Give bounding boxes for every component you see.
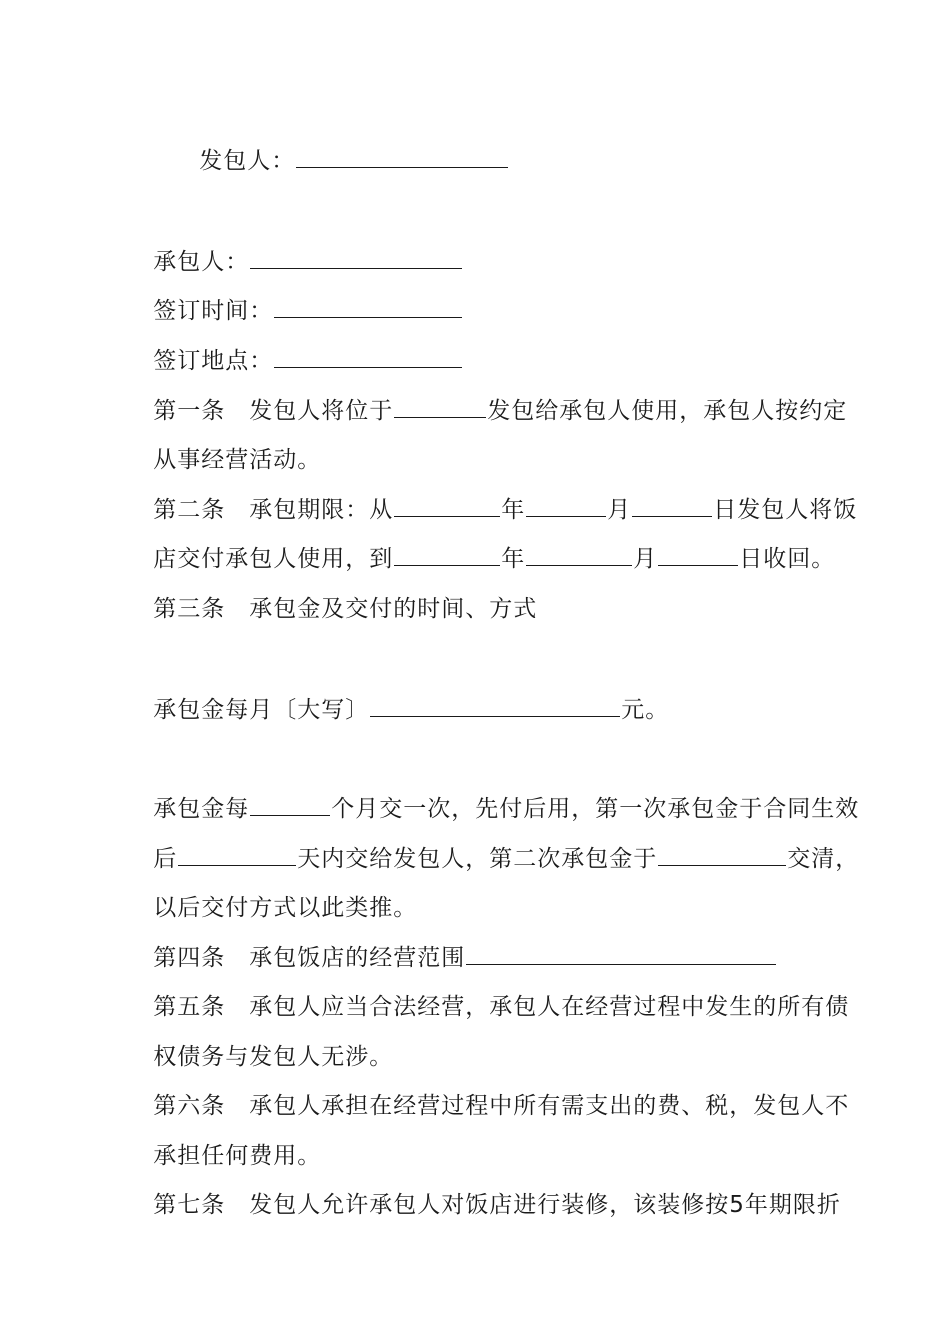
article-2-year-1: 年: [501, 497, 526, 523]
article-1-line-1: [120, 360, 848, 424]
article-7-line-1: [120, 1154, 841, 1218]
article-4-line: [120, 907, 777, 971]
party-a-label: 发包人：: [199, 148, 296, 174]
article-2-text-f: 日收回。: [739, 546, 836, 572]
article-5-text-a: 第五条 承包人应当合法经营，承包人在经营过程中发生的所有债: [153, 994, 850, 1020]
article-2-line-2: [120, 508, 836, 572]
article-4-text: 第四条 承包饭店的经营范围: [153, 945, 466, 971]
party-a-line: [166, 110, 509, 174]
article-2-text-e: 店交付承包人使用，到: [153, 546, 394, 572]
payment-text-f: 以后交付方式以此类推。: [153, 895, 418, 921]
article-2-end-month-blank: [526, 543, 632, 566]
article-5-line-2: [120, 1006, 394, 1070]
article-6-line-2: [120, 1105, 322, 1169]
article-1-text-c: 从事经营活动。: [153, 447, 322, 473]
party-b-label: 承包人：: [153, 249, 250, 275]
article-3-heading: [120, 558, 538, 622]
rent-amount-text-a: 承包金每月〔大写〕: [153, 697, 370, 723]
sign-place-label: 签订地点：: [153, 348, 274, 374]
article-2-year-2: 年: [501, 546, 526, 572]
article-1-text-a: 第一条 发包人将位于: [153, 398, 394, 424]
article-1-text-b: 发包给承包人使用，承包人按约定: [487, 398, 848, 424]
payment-text-e: 交清，: [787, 846, 860, 872]
payment-line-2: [120, 808, 860, 872]
article-2-end-day-blank: [658, 543, 738, 566]
sign-date-label: 签订时间：: [153, 298, 274, 324]
article-6-line-1: [120, 1055, 850, 1119]
article-5-text-b: 权债务与发包人无涉。: [153, 1044, 394, 1070]
payment-text-a: 承包金每: [153, 796, 250, 822]
payment-line-1: [120, 758, 860, 822]
payment-second-date-blank: [658, 843, 786, 866]
party-b-line: [120, 211, 463, 275]
sign-date-line: [120, 260, 463, 324]
party-a-blank: [296, 145, 508, 168]
article-3-text: 第三条 承包金及交付的时间、方式: [153, 596, 538, 622]
article-6-text-b: 承担任何费用。: [153, 1143, 322, 1169]
article-2-month-1: 月: [607, 497, 632, 523]
article-2-text-a: 第二条 承包期限：从: [153, 497, 394, 523]
rent-amount-text-b: 元。: [621, 697, 670, 723]
payment-line-3: [120, 857, 418, 921]
rent-amount-blank: [370, 694, 620, 717]
article-7-text-a: 第七条 发包人允许承包人对饭店进行装修，该装修按5年期限折: [153, 1192, 841, 1218]
article-2-text-d: 日发包人将饭: [713, 497, 858, 523]
article-6-text-a: 第六条 承包人承担在经营过程中所有需支出的费、税，发包人不: [153, 1093, 850, 1119]
article-2-line-1: [120, 459, 858, 523]
rent-amount-line: [120, 659, 670, 723]
payment-text-b: 个月交一次，先付后用，第一次承包金于合同生效: [331, 796, 860, 822]
article-1-line-2: [120, 409, 322, 473]
payment-text-d: 天内交给发包人，第二次承包金于: [297, 846, 658, 872]
sign-place-line: [120, 310, 463, 374]
payment-text-c: 后: [153, 846, 178, 872]
article-1-blank: [394, 395, 486, 418]
article-5-line-1: [120, 956, 850, 1020]
article-2-month-2: 月: [633, 546, 658, 572]
